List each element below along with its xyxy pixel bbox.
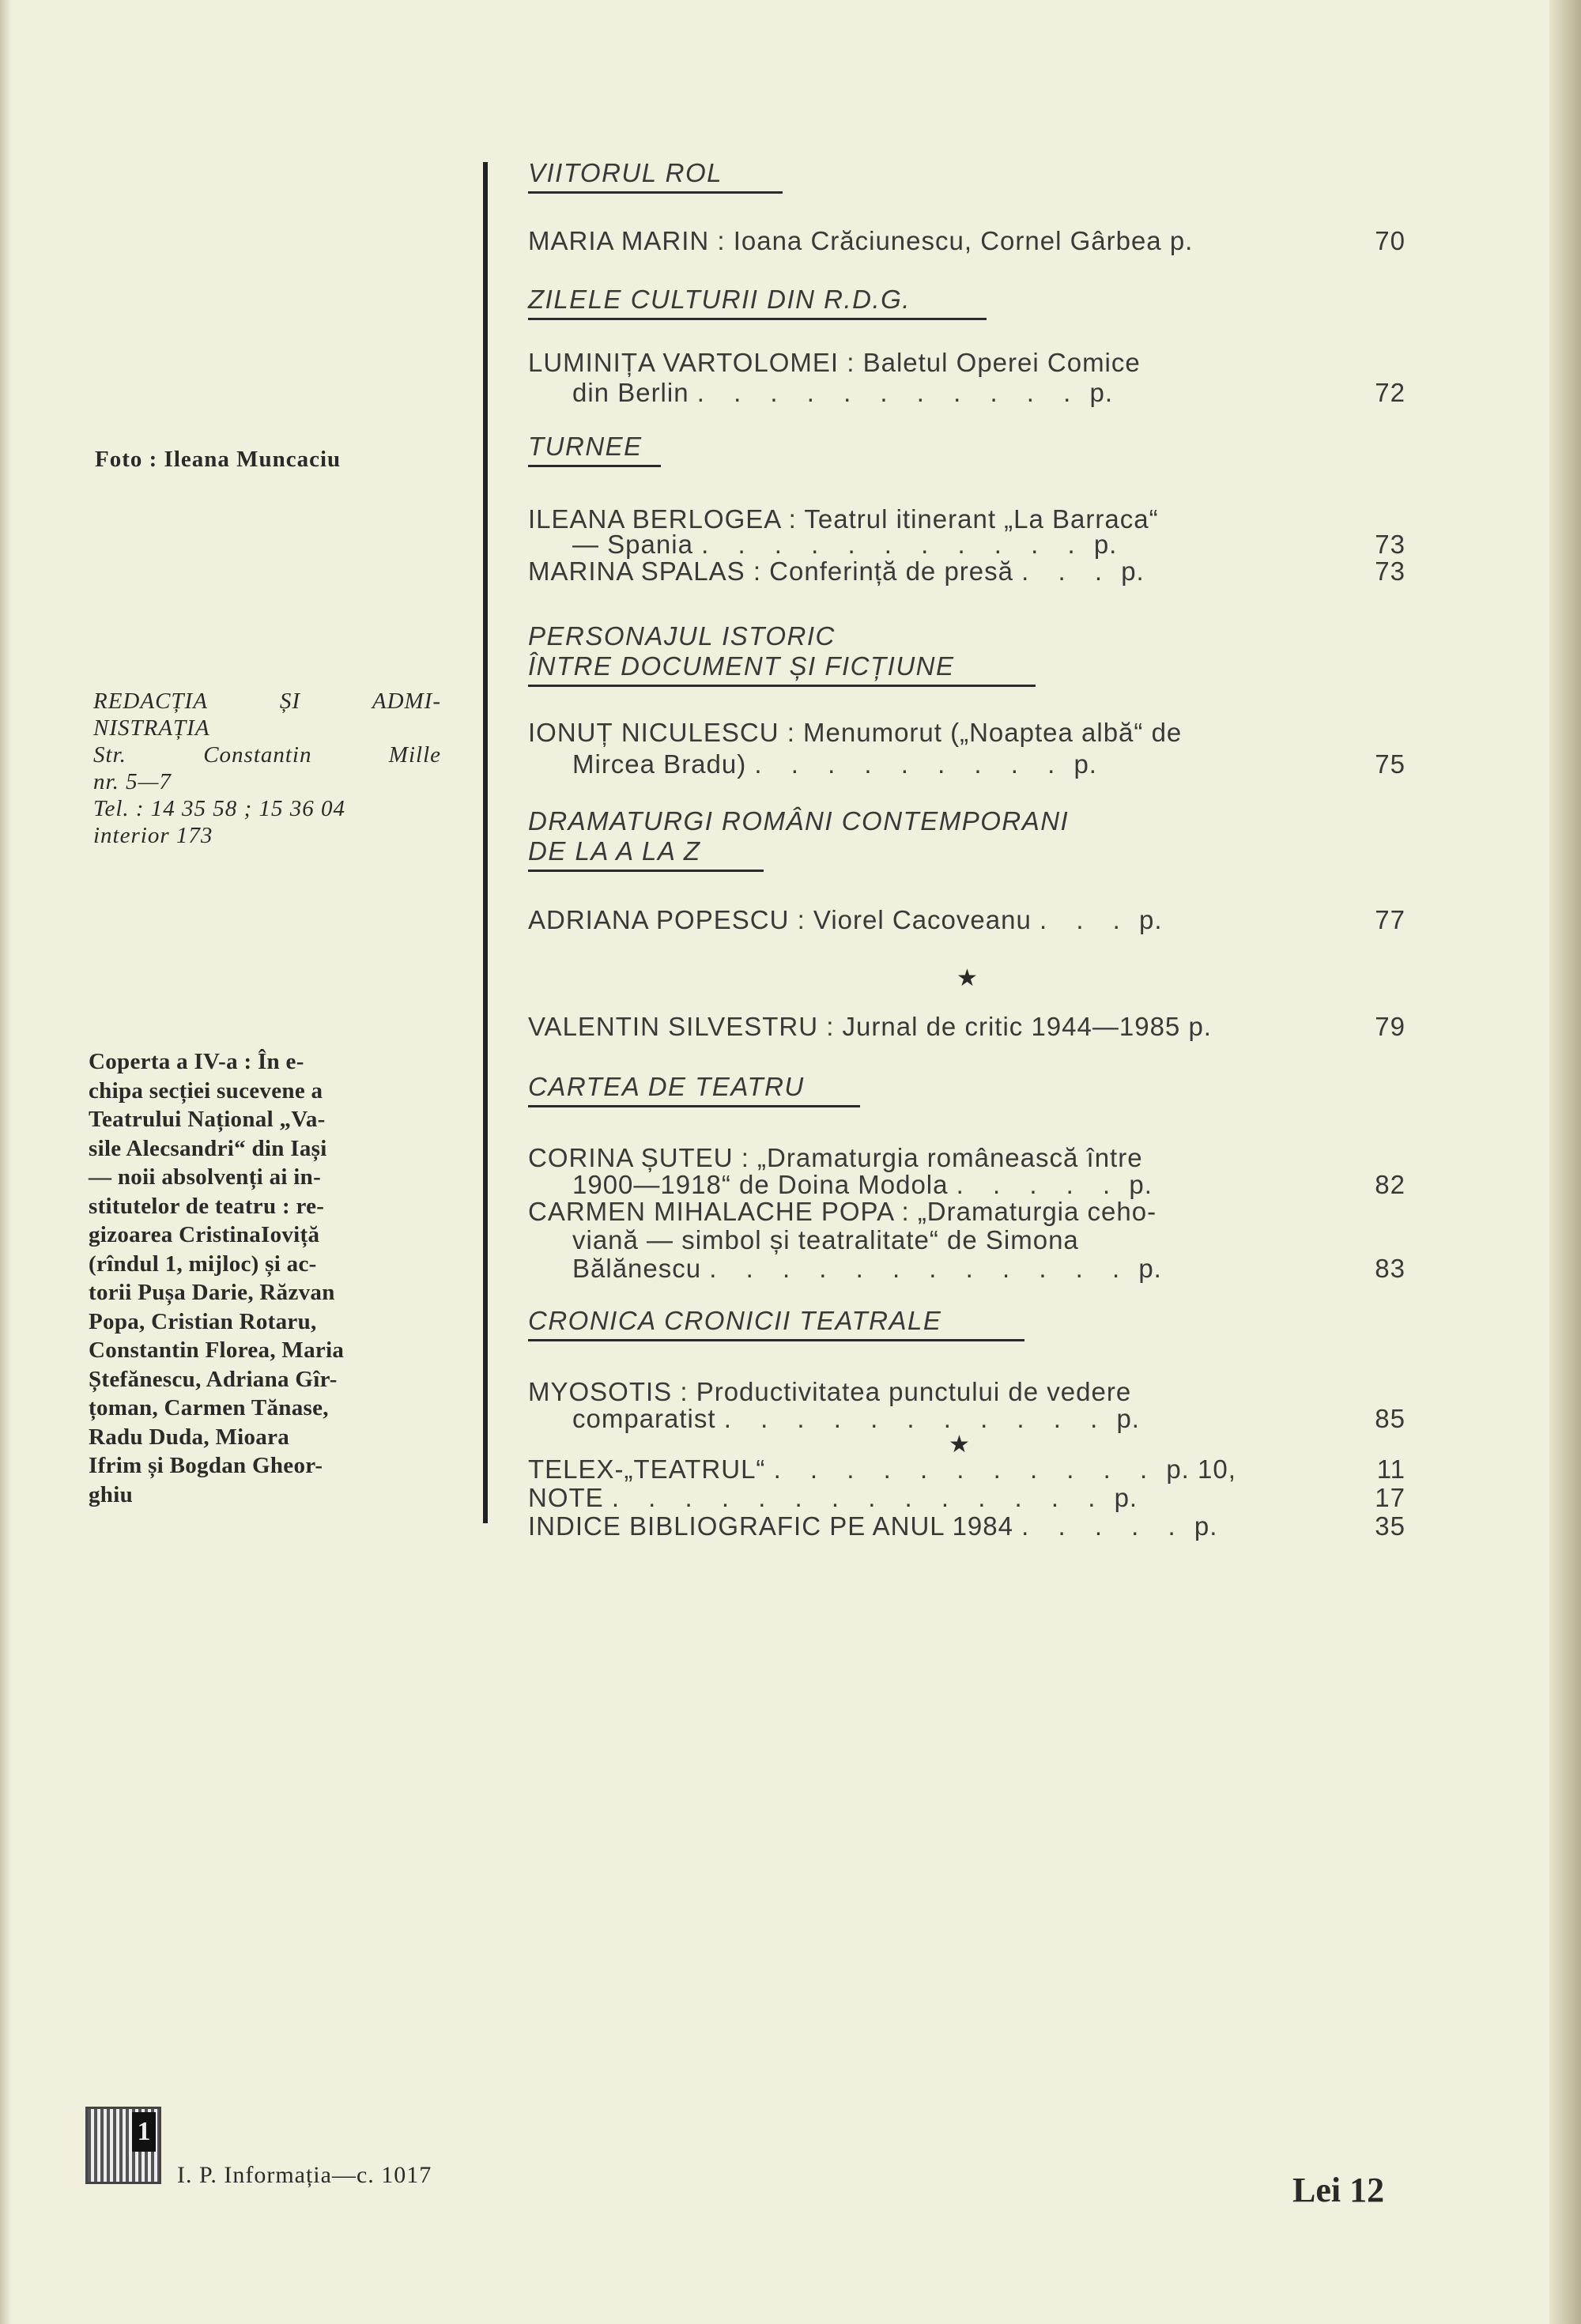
toc-entry [528, 556, 1406, 587]
page-number: 85 [1375, 1404, 1406, 1433]
page-number: 83 [1375, 1254, 1406, 1283]
page-number: 73 [1375, 556, 1406, 586]
page-number: 70 [1375, 226, 1406, 255]
page-prefix: p. 10, [1166, 1454, 1236, 1484]
editorial-line-1 [93, 688, 441, 715]
section-title: CARTEA DE TEATRU [528, 1072, 805, 1101]
leader-dots: . . . . . . . . . . . [723, 1404, 1109, 1433]
section-heading [528, 432, 661, 467]
entry-text: CORINA ȘUTEU : „Dramaturgia românească între [528, 1143, 1143, 1172]
entry-text: ADRIANA POPESCU : Viorel Cacoveanu [528, 905, 1032, 934]
entry-text: 1900—1918“ de Doina Modola [572, 1170, 949, 1199]
editorial-interior: interior 173 [93, 823, 213, 848]
entry-text: LUMINIȚA VARTOLOMEI : Baletul Operei Comice [528, 348, 1141, 377]
photo-credit: Foto : Ileana Muncaciu [95, 447, 341, 472]
leader-dots: . . . . . . . . . . . [696, 378, 1082, 407]
toc-entry [528, 226, 1406, 256]
toc-entry [528, 1511, 1406, 1541]
editorial-line-4: nr. 5—7 [93, 769, 172, 794]
page-number: 35 [1375, 1511, 1406, 1541]
toc-entry [528, 1377, 1406, 1407]
entry-text: INDICE BIBLIOGRAFIC PE ANUL 1984 [528, 1511, 1013, 1541]
section-title: PERSONAJUL ISTORIC [528, 621, 836, 651]
leader-dots: . . . . . . . . . . . . [709, 1254, 1131, 1283]
page-number: 79 [1375, 1012, 1406, 1041]
word: ȘI [279, 689, 300, 714]
entry-text: viană — simbol și teatralitate“ de Simona [572, 1225, 1079, 1254]
page-prefix: p. [1121, 556, 1145, 586]
section-underline [528, 465, 661, 467]
section-title: CRONICA CRONICII TEATRALE [528, 1306, 942, 1335]
page-prefix: p. [1129, 1170, 1153, 1199]
section-title: DE LA A LA Z [528, 836, 701, 866]
entry-text: VALENTIN SILVESTRU : Jurnal de critic 1944—1985 p. [528, 1012, 1212, 1041]
entry-text: NOTE [528, 1483, 604, 1512]
leader-dots: . . . . . [1021, 1511, 1187, 1541]
leader-dots: . . . . . [956, 1170, 1122, 1199]
section-underline [528, 318, 987, 320]
section-heading [528, 158, 783, 194]
section-title: ZILELE CULTURII DIN R.D.G. [528, 285, 911, 314]
toc-entry-cont [528, 1225, 1406, 1255]
leader-dots: . . . . . . . . . . . . . . [611, 1483, 1107, 1512]
cover-caption: Coperta a IV-a : În e- chipa secției sucevene a Teatrului Național „Va- sile Alecsandri“ din Iași — noii absolvenți ai in- stitutelor de teatru : re- gizoarea CristinaIoviță (rîndul 1, mijloc) și ac- torii Pușa Darie, Răzvan Popa, Cristian Rotaru, Constantin Florea, Maria Ștefănescu, Adriana Gîr- țoman, Carmen Tănase, Radu Duda, Mioara Ifrim și Bogdan Gheor- ghiu [89, 1049, 345, 1507]
page-prefix: p. [1194, 1511, 1218, 1541]
star-separator-icon: ★ [957, 965, 979, 991]
page-number: 73 [1375, 530, 1406, 559]
page-number: 77 [1375, 905, 1406, 934]
section-heading [528, 621, 1036, 687]
logo-digit: 1 [132, 2112, 156, 2152]
toc-entry-cont [528, 1254, 1406, 1284]
toc-entry [528, 1454, 1406, 1485]
section-underline [528, 1339, 1024, 1341]
toc-entry [528, 348, 1406, 378]
printer-logo-icon [85, 2107, 161, 2184]
section-title: ÎNTRE DOCUMENT ȘI FICȚIUNE [528, 651, 955, 681]
page-prefix: p. [1138, 1254, 1162, 1283]
page-number: 75 [1375, 749, 1406, 779]
toc-entry-cont [528, 530, 1406, 560]
word: ADMI- [372, 689, 441, 714]
toc-entry [528, 1483, 1406, 1513]
price-label: Lei 12 [1292, 2171, 1385, 2209]
page-number: 11 [1376, 1454, 1406, 1484]
entry-text: comparatist [572, 1404, 716, 1433]
section-underline [528, 685, 1036, 687]
section-heading [528, 1306, 1024, 1341]
page-edge [1549, 0, 1581, 2324]
page-prefix: p. [1073, 749, 1097, 779]
word: Str. [93, 742, 126, 768]
toc-entry [528, 1143, 1406, 1173]
leader-dots: . . . [1021, 556, 1114, 586]
leader-dots: . . . . . . . . . . . [773, 1454, 1159, 1484]
editorial-line-2: NISTRAȚIA [93, 715, 210, 741]
entry-text: Bălănescu [572, 1254, 702, 1283]
toc-entry-cont [528, 1170, 1406, 1200]
section-heading [528, 806, 1069, 872]
word: Mille [388, 742, 441, 768]
entry-text: CARMEN MIHALACHE POPA : „Dramaturgia ceho- [528, 1197, 1157, 1226]
page-prefix: p. [1114, 1483, 1138, 1512]
editorial-line-3 [93, 741, 441, 768]
word: Constantin [203, 742, 312, 768]
spine-shadow [0, 0, 11, 2324]
toc-entry [528, 905, 1406, 935]
entry-text: Mircea Bradu) [572, 749, 747, 779]
page-number: 72 [1375, 378, 1406, 407]
toc-entry-cont [528, 749, 1406, 779]
page-prefix: p. [1089, 378, 1113, 407]
entry-text: MYOSOTIS : Productivitatea punctului de vedere [528, 1377, 1132, 1406]
leader-dots: . . . [1040, 905, 1131, 934]
page-number: 82 [1375, 1170, 1406, 1199]
editorial-phone: Tel. : 14 35 58 ; 15 36 04 [93, 796, 345, 821]
page-prefix: p. [1139, 905, 1163, 934]
page-prefix: p. [1093, 530, 1118, 559]
star-separator-icon: ★ [949, 1432, 971, 1458]
entry-text: IONUȚ NICULESCU : Menumorut („Noaptea albă“ de [528, 718, 1183, 747]
leader-dots: . . . . . . . . . . . [701, 530, 1086, 559]
entry-text: — Spania [572, 530, 693, 559]
toc-entry [528, 718, 1406, 748]
entry-text: MARIA MARIN : Ioana Crăciunescu, Cornel Gârbea p. [528, 226, 1194, 255]
toc-entry-cont [528, 1404, 1406, 1434]
section-heading [528, 285, 987, 320]
section-underline [528, 1105, 860, 1107]
section-title: DRAMATURGI ROMÂNI CONTEMPORANI [528, 806, 1070, 836]
vertical-divider [483, 162, 488, 1523]
toc-entry [528, 1012, 1406, 1042]
word: REDACȚIA [93, 689, 208, 714]
printer-imprint: I. P. Informația—c. 1017 [177, 2162, 432, 2188]
section-heading [528, 1072, 860, 1107]
section-title: TURNEE [528, 432, 643, 461]
section-underline [528, 191, 783, 194]
section-title: VIITORUL ROL [528, 158, 723, 187]
entry-text: TELEX-„TEATRUL“ [528, 1454, 766, 1484]
entry-text: ILEANA BERLOGEA : Teatrul itinerant „La Barraca“ [528, 504, 1159, 534]
page-prefix: p. [1116, 1404, 1140, 1433]
toc-entry [528, 1197, 1406, 1227]
entry-text: MARINA SPALAS : Conferință de presă [528, 556, 1013, 586]
editorial-address [93, 688, 441, 849]
page-number: 17 [1375, 1483, 1406, 1512]
entry-text: din Berlin [572, 378, 689, 407]
leader-dots: . . . . . . . . . [754, 749, 1066, 779]
toc-entry-cont [528, 378, 1406, 408]
section-underline [528, 870, 764, 872]
